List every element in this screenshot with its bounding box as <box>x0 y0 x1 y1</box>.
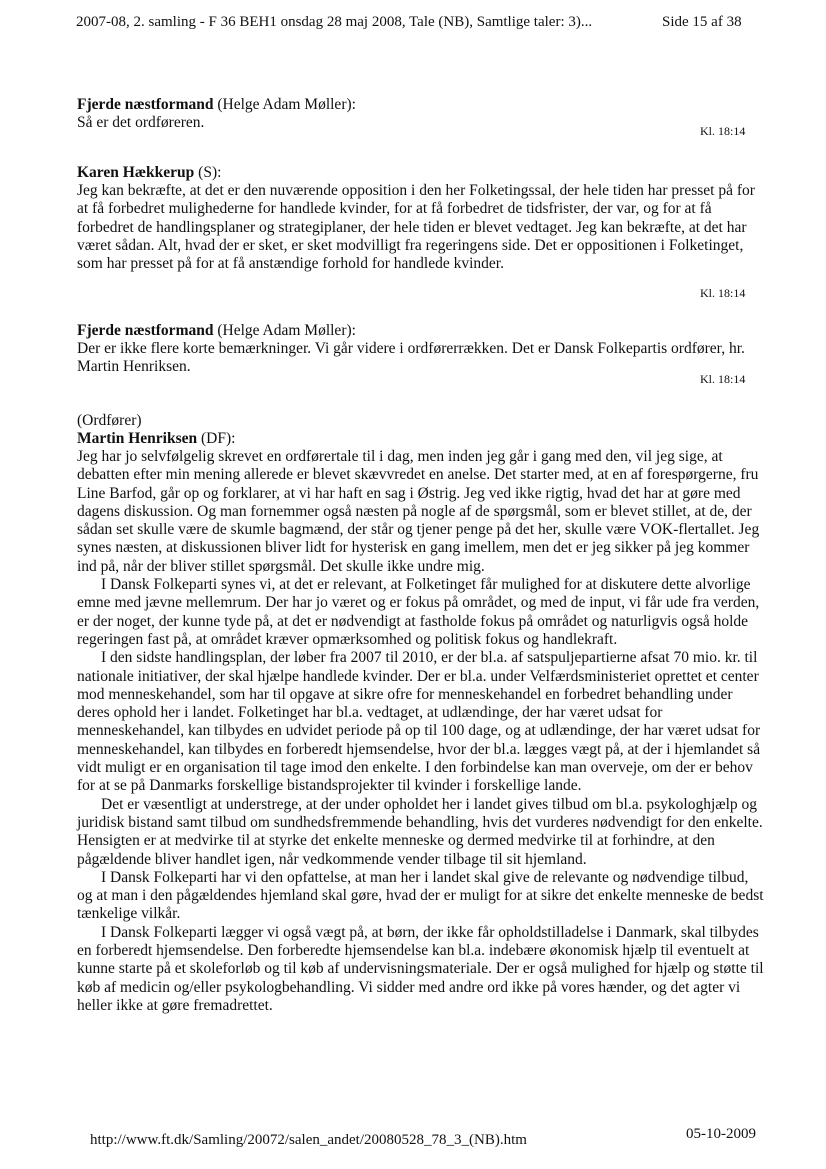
speaker-role: (Ordfører) <box>77 412 142 429</box>
speaker-affiliation: (Helge Adam Møller): <box>213 96 356 113</box>
speech-paragraph: I Dansk Folkeparti synes vi, at det er relevant, at Folketinget får mulighed for at diskutere dette alvorlige emne med jævne mellemrum. Der har jo været og er fokus på området, og med de input, vi får ude fra verden, er der noget, der kunne tyde på, at det er nødvendigt at fastholde fokus på området og naturligvis også holde regeringen fast på, at området kræver opmærksomhed og politisk fokus og handlekraft. <box>77 576 760 648</box>
speaker-affiliation: (S): <box>194 164 222 181</box>
speech-entry <box>77 96 767 132</box>
speech-text: Jeg kan bekræfte, at det er den nuværende opposition i den her Folketingssal, der hele tiden har presset på for at få forbedret mulighederne for handlede kvinder, for at få forbedret de tidsfrister, der var, og for at få forbedret de handlingsplaner og strategiplaner, der hele tiden er blevet vedtaget. Jeg kan bekræfte, at det har været sådan. Alt, hvad der er sket, er sket modvilligt fra regeringens side. Det er oppositionen i Folketinget, som har presset på for at få anstændige forhold for handlede kvinder. <box>77 182 755 273</box>
speaker-line <box>77 430 767 448</box>
speech-entry <box>77 322 767 377</box>
speaker-line <box>77 96 767 114</box>
speech-entry <box>77 164 767 273</box>
speech-paragraph: I den sidste handlingsplan, der løber fra 2007 til 2010, er der bl.a. af satspuljepartierne afsat 70 mio. kr. til nationale initiativer, der skal hjælpe handlede kvinder. Der er bl.a. under Velfærdsministeriet oprettet et center mod menneskehandel, som har til opgave at sikre ofre for menneskehandel en forbedret behandling under deres ophold her i landet. Folketinget har bl.a. vedtaget, at udlændinge, der har været udsat for menneskehandel, kan tilbydes en udvidet periode på op til 100 dage, og at udlændinge, der har været udsat for menneskehandel, kan tilbydes en forberedt hjemsendelse, hvor der bl.a. lægges vægt på, at der i hjemlandet så vidt muligt er en organisation til tage imod den enkelte. I den forbindelse kan man overveje, om der er behov for at se på Danmarks forskellige bistandsprojekter til kvinder i forskellige lande. <box>77 649 761 795</box>
speaker-name: Martin Henriksen <box>77 430 198 447</box>
speaker-name: Fjerde næstformand <box>77 96 214 113</box>
speaker-line <box>77 164 767 182</box>
page-number: Side 15 af 38 <box>662 14 742 30</box>
speaker-line <box>77 322 767 340</box>
speech-text: Så er det ordføreren. <box>77 114 205 131</box>
page-header-title: 2007-08, 2. samling - F 36 BEH1 onsdag 28 maj 2008, Tale (NB), Samtlige taler: 3)... <box>76 14 593 30</box>
speech-paragraph: I Dansk Folkeparti lægger vi også vægt på, at børn, der ikke får opholdstilladelse i Danmark, skal tilbydes en forberedt hjemsendelse. Den forberedte hjemsendelse kan bl.a. indebære økonomisk hjælp til eventuelt at kunne starte på et skoleforløb og til køb af undervisningsmateriale. Der er også mulighed for hjælp og støtte til køb af medicin og/eller psykologbehandling. Vi sidder med andre ord ikke på vores hænder, og det agter vi heller ikke at gøre fremadrettet. <box>77 923 764 1014</box>
speaker-name: Fjerde næstformand <box>77 322 214 339</box>
speech-paragraph: I Dansk Folkeparti har vi den opfattelse, at man her i landet skal give de relevante og nødvendige tilbud, og at man i den pågældendes hjemland skal gøre, hvad der er muligt for at sikre det enkelte menneske de bedst tænkelige vilkår. <box>77 868 764 923</box>
speech-paragraph: Jeg har jo selvfølgelig skrevet en ordførertale til i dag, men inden jeg går i gang med den, vil jeg sige, at debatten efter min mening allerede er blevet skævvredet en anelse. Det starter med, at en af forespørgerne, fru Line Barfod, går op og forklarer, at vi har haft en sag i Østrig. Jeg ved ikke rigtig, hvad det har at gøre med dagens diskussion. Og man fornemmer også næsten på nogle af de spørgsmål, som er blevet stillet, at de, der sådan set skulle være de skumle bagmænd, der står og tjener penge på det her, skulle være VOK-flertallet. Jeg synes næsten, at diskussionen bliver lidt for hysterisk en gang imellem, men det er jeg sikker på jeg kommer ind på, når der bliver stillet spørgsmål. Det skulle ikke undre mig. <box>77 448 760 575</box>
timestamp: Kl. 18:14 <box>700 286 746 300</box>
speaker-affiliation: (Helge Adam Møller): <box>213 322 356 339</box>
speech-paragraph: Det er væsentligt at understrege, at der under opholdet her i landet gives tilbud om bl.a. psykologhjælp og juridisk bistand samt tilbud om sundhedsfremmende behandling, hvis det vurderes nødvendigt for den enkelte. Hensigten er at medvirke til at styrke det enkelte menneske og dermed medvirke til at forhindre, at den pågældende bliver handlet igen, når vedkommende vender tilbage til sit hjemland. <box>77 795 763 868</box>
main-speech <box>77 412 767 1015</box>
speaker-name: Karen Hækkerup <box>77 164 195 181</box>
speaker-affiliation: (DF): <box>197 430 236 447</box>
footer-date: 05-10-2009 <box>686 1126 756 1142</box>
timestamp: Kl. 18:14 <box>700 372 746 386</box>
footer-url: http://www.ft.dk/Samling/20072/salen_andet/20080528_78_3_(NB).htm <box>90 1132 527 1148</box>
timestamp: Kl. 18:14 <box>700 124 746 138</box>
speech-text: Der er ikke flere korte bemærkninger. Vi går videre i ordførerrækken. Det er Dansk Folkepartis ordfører, hr. Martin Henriksen. <box>77 340 745 376</box>
